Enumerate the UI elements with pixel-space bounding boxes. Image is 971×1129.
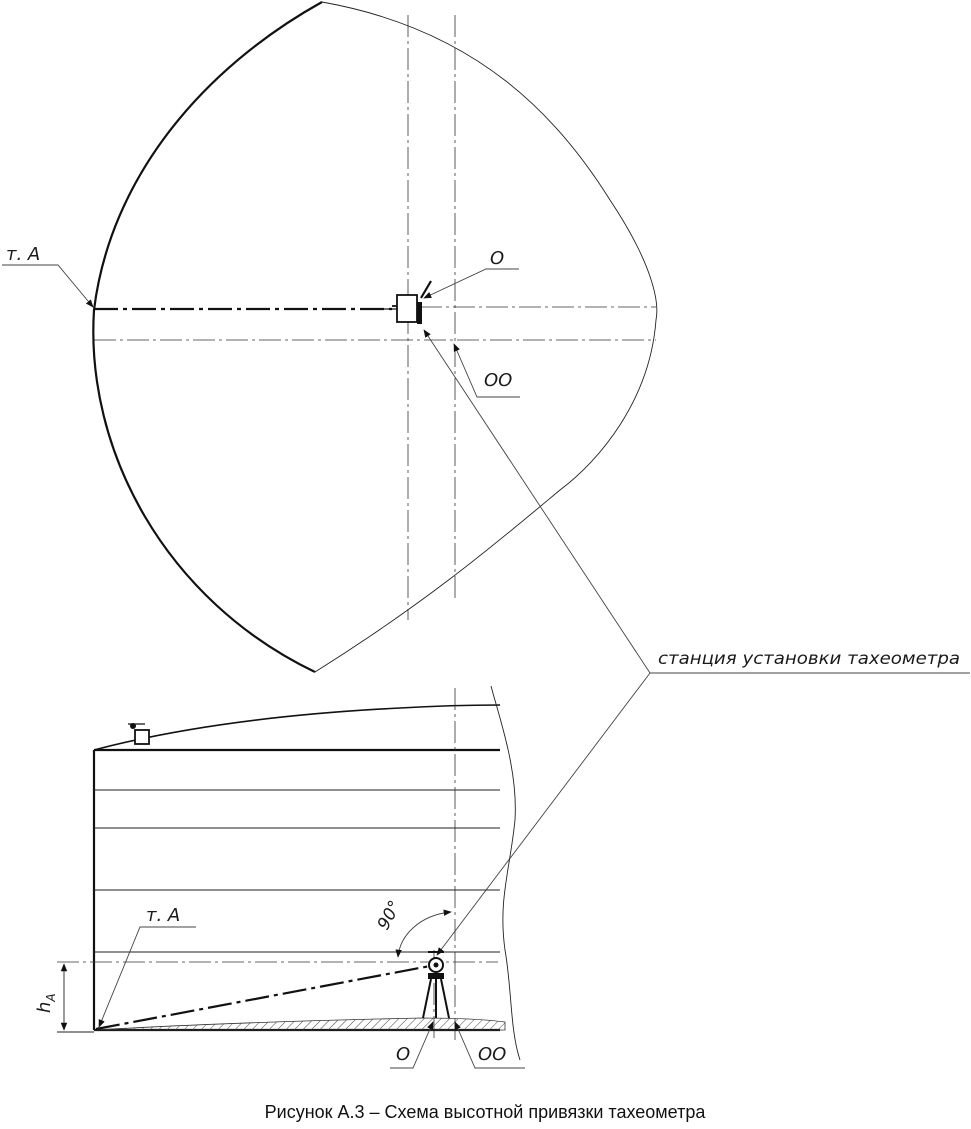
height-label: $h_A$	[34, 993, 58, 1013]
plan-view	[2, 2, 657, 672]
point-a-top-label: т. А	[6, 244, 41, 265]
section-roof-arc	[94, 705, 500, 750]
station-leader-to-section	[437, 673, 650, 955]
section-break-line	[491, 686, 520, 1060]
station-callout	[424, 330, 970, 955]
angle-label: 90°	[373, 897, 406, 934]
height-dimension	[34, 964, 64, 1030]
ground-hatch	[94, 1018, 505, 1030]
point-a-bottom-label: т. А	[146, 905, 181, 926]
point-o-top-label: О	[490, 248, 505, 269]
point-oo-bottom-label: ОО	[478, 1044, 507, 1065]
tacheometer-plan-icon	[384, 281, 431, 324]
plan-outline-right	[315, 2, 657, 672]
figure-caption: Рисунок А.3 – Схема высотной привязки тахеометра	[264, 1102, 706, 1122]
station-leader-to-plan	[424, 330, 650, 673]
plan-outline-left	[93, 2, 322, 672]
station-label: станция установки тахеометра	[658, 649, 960, 669]
angle-arc	[398, 912, 451, 957]
point-o-top-leader	[424, 269, 519, 298]
section-view	[34, 686, 525, 1068]
point-oo-top-label: ОО	[484, 370, 513, 391]
point-o-bottom-label: О	[396, 1044, 411, 1065]
point-a-top-leader	[2, 265, 93, 307]
